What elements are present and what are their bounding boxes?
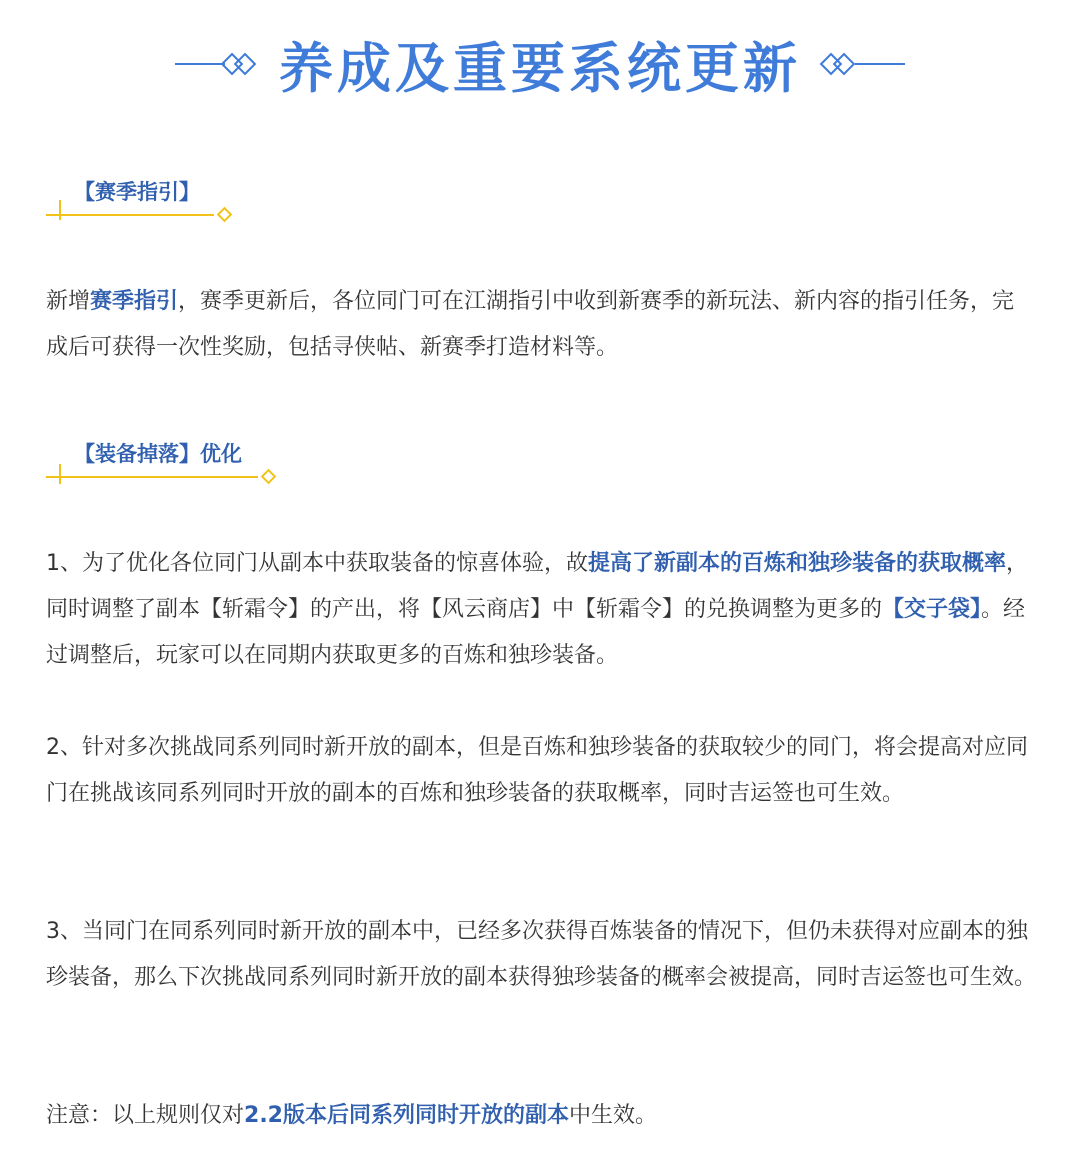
note-paragraph — [46, 1093, 1036, 1139]
paragraph-point-2: 2、针对多次挑战同系列同时新开放的副本，但是百炼和独珍装备的获取较少的同门，将会提高对应同门在挑战该同系列同时开放的副本的百炼和独珍装备的获取概率，同时吉运签也可生效。 — [46, 735, 1029, 806]
section-heading-season-guide — [46, 176, 246, 224]
text-run: 。经过调整后，玩家可以在同期内获取更多的百炼和独珍装备。 — [46, 597, 1026, 668]
highlight-text: 2.2版本后同系列同时开放的副本 — [244, 1103, 569, 1128]
title-row — [0, 28, 1080, 100]
section-label: 【装备掉落】优化 — [74, 442, 242, 466]
paragraph-season-guide — [46, 279, 1036, 371]
page-title: 养成及重要系统更新 — [279, 35, 801, 100]
section-label: 【赛季指引】 — [74, 180, 200, 204]
text-run: 新增 — [46, 289, 91, 314]
highlight-text: 提高了新副本的百炼和独珍装备的获取概率 — [588, 551, 1007, 576]
text-run: 中生效。 — [569, 1103, 658, 1128]
section-underline-icon — [46, 198, 246, 224]
paragraph-point-3: 3、当同门在同系列同时新开放的副本中，已经多次获得百炼装备的情况下，但仍未获得对应副本的独珍装备，那么下次挑战同系列同时新开放的副本获得独珍装备的概率会被提高，同时吉运签也可生效。 — [46, 919, 1037, 990]
text-run: ，赛季更新后，各位同门可在江湖指引中收到新赛季的新玩法、新内容的指引任务，完成后可获得一次性奖励，包括寻侠帖、新赛季打造材料等。 — [46, 289, 1015, 360]
text-run: 1、为了优化各位同门从副本中获取装备的惊喜体验，故 — [46, 551, 588, 576]
text-run: 注意：以上规则仅对 — [46, 1103, 245, 1128]
title-deco-left-icon — [175, 49, 265, 79]
text-run: ，同时调整了副本【斩霜令】的产出，将【风云商店】中【斩霜令】的兑换调整为更多的 — [46, 551, 1029, 622]
highlight-text: 【交子袋】 — [882, 597, 982, 622]
title-deco-right-icon — [815, 49, 905, 79]
section-heading-equipment-drop — [46, 438, 286, 488]
paragraph-point-1 — [46, 541, 1036, 679]
highlight-text: 赛季指引 — [90, 289, 179, 314]
section-underline-icon — [46, 462, 286, 488]
